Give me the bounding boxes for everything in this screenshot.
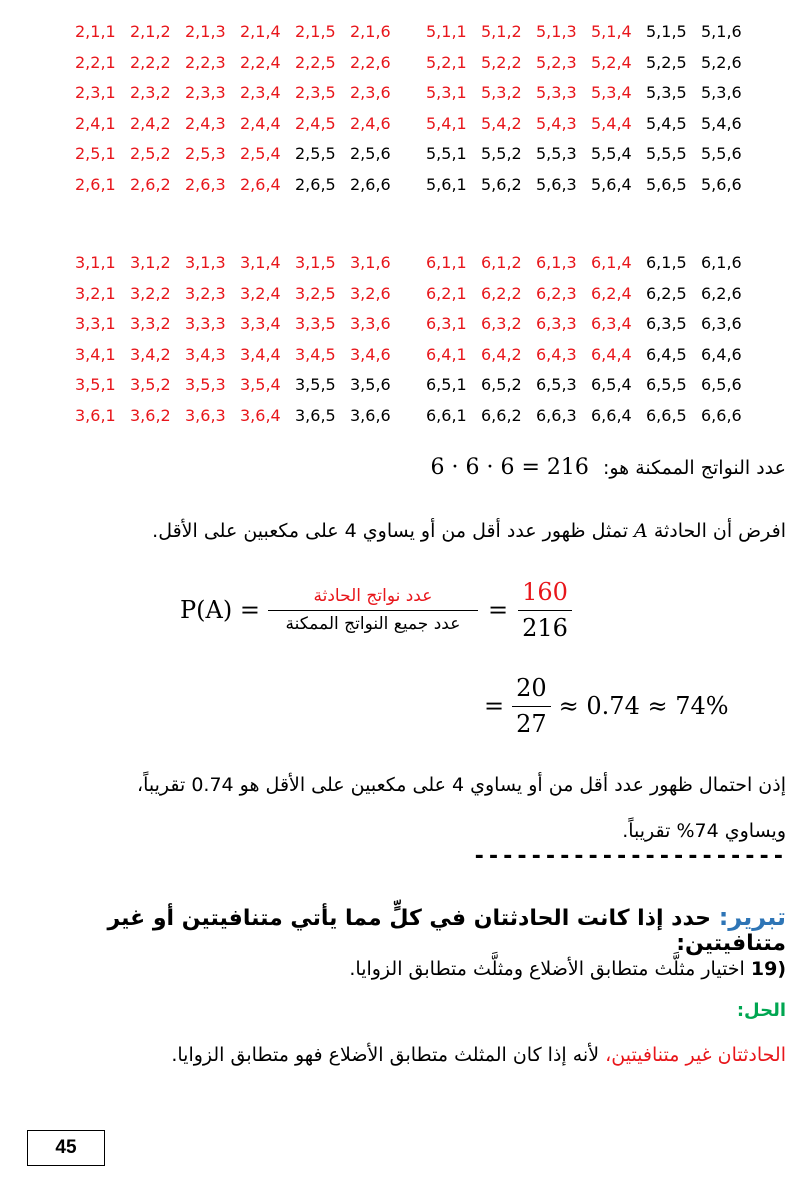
outcome-cell: 3,5,2 xyxy=(130,375,171,395)
outcome-cell: 3,1,3 xyxy=(185,253,226,272)
outcome-cell: 2,5,5 xyxy=(295,144,336,164)
outcome-cell: 5,4,4 xyxy=(591,113,632,133)
outcome-cell: 2,6,6 xyxy=(350,174,391,194)
outcome-cell: 5,6,2 xyxy=(481,174,522,194)
outcome-cell: 2,5,2 xyxy=(130,144,171,164)
outcome-cell: 5,4,3 xyxy=(536,113,577,133)
outcome-cell: 2,1,2 xyxy=(130,22,171,41)
outcome-cell: 3,1,6 xyxy=(350,253,391,272)
outcome-cell: 6,4,3 xyxy=(536,344,577,364)
outcome-cell: 6,5,4 xyxy=(591,375,632,395)
outcome-cell: 6,3,2 xyxy=(481,314,522,334)
outcome-cell: 2,6,1 xyxy=(75,174,116,194)
simplified-formula xyxy=(484,674,729,739)
words-fraction xyxy=(268,586,478,634)
outcome-cell: 6,3,4 xyxy=(591,314,632,334)
outcome-cell: 5,3,6 xyxy=(701,83,742,103)
question-text: اختيار مثلَّث متطابق الأضلاع ومثلَّث متطابق الزوايا. xyxy=(349,958,745,980)
conclusion-line-2: ويساوي 74% تقريباً. xyxy=(622,820,786,842)
outcome-cell: 3,4,3 xyxy=(185,344,226,364)
total-outcomes-line xyxy=(431,455,786,480)
outcome-cell: 5,6,6 xyxy=(701,174,742,194)
fraction-bar xyxy=(268,610,478,611)
reduced-fraction xyxy=(512,674,551,739)
outcome-cell: 5,3,2 xyxy=(481,83,522,103)
outcome-cell: 5,2,4 xyxy=(591,52,632,72)
outcome-cell: 6,2,3 xyxy=(536,283,577,303)
outcome-cell: 2,3,2 xyxy=(130,83,171,103)
outcome-cell: 2,3,5 xyxy=(295,83,336,103)
outcome-cell: 6,3,3 xyxy=(536,314,577,334)
outcome-cell: 2,4,4 xyxy=(240,113,281,133)
outcome-cell: 6,4,1 xyxy=(426,344,467,364)
outcome-cell: 2,6,2 xyxy=(130,174,171,194)
question-19 xyxy=(349,958,786,980)
outcome-cell: 6,5,2 xyxy=(481,375,522,395)
outcome-cell: 6,1,6 xyxy=(701,253,742,272)
outcome-cell: 2,6,4 xyxy=(240,174,281,194)
reduced-denominator: 27 xyxy=(516,709,547,738)
outcome-cell: 5,6,3 xyxy=(536,174,577,194)
outcome-cell: 2,6,5 xyxy=(295,174,336,194)
page-number-box xyxy=(27,1130,105,1166)
fraction-bar xyxy=(512,706,551,707)
approximation: ≈ 0.74 ≈ 74% xyxy=(558,692,729,721)
outcome-cell: 2,2,5 xyxy=(295,52,336,72)
outcome-cell: 6,5,3 xyxy=(536,375,577,395)
outcome-cell: 3,4,2 xyxy=(130,344,171,364)
outcome-cell: 2,2,6 xyxy=(350,52,391,72)
outcome-cell: 5,5,6 xyxy=(701,144,742,164)
outcome-cell: 3,1,1 xyxy=(75,253,116,272)
outcome-cell: 2,4,3 xyxy=(185,113,226,133)
probability-lhs: P(A) = xyxy=(180,596,260,625)
outcome-cell: 3,2,5 xyxy=(295,283,336,303)
outcome-cell: 2,3,3 xyxy=(185,83,226,103)
section-divider: ---------------------- xyxy=(472,844,786,869)
outcome-cell: 3,6,6 xyxy=(350,405,391,425)
outcome-table-3 xyxy=(75,253,405,437)
outcome-cell: 5,2,2 xyxy=(481,52,522,72)
outcome-table-2 xyxy=(75,22,405,206)
outcome-cell: 5,5,5 xyxy=(646,144,687,164)
outcome-cell: 6,1,2 xyxy=(481,253,522,272)
outcome-cell: 2,3,1 xyxy=(75,83,116,103)
outcome-cell: 3,6,5 xyxy=(295,405,336,425)
outcome-cell: 3,2,3 xyxy=(185,283,226,303)
outcome-cell: 3,5,3 xyxy=(185,375,226,395)
outcome-cell: 2,1,6 xyxy=(350,22,391,41)
question-number: 19) xyxy=(750,958,786,980)
outcome-cell: 5,1,1 xyxy=(426,22,467,41)
outcome-cell: 2,3,6 xyxy=(350,83,391,103)
outcome-cell: 6,4,6 xyxy=(701,344,742,364)
outcome-cell: 5,2,1 xyxy=(426,52,467,72)
solution-answer xyxy=(171,1044,786,1066)
outcome-cell: 6,2,1 xyxy=(426,283,467,303)
outcome-cell: 6,6,1 xyxy=(426,405,467,425)
outcome-cell: 5,4,1 xyxy=(426,113,467,133)
total-outcomes-expr: 6 · 6 · 6 = 216 xyxy=(430,455,589,480)
outcome-cell: 6,4,5 xyxy=(646,344,687,364)
outcome-cell: 3,5,6 xyxy=(350,375,391,395)
outcome-cell: 5,2,3 xyxy=(536,52,577,72)
outcome-cell: 5,1,6 xyxy=(701,22,742,41)
outcome-cell: 2,4,2 xyxy=(130,113,171,133)
outcome-cell: 6,1,1 xyxy=(426,253,467,272)
outcome-cell: 2,2,2 xyxy=(130,52,171,72)
conclusion-line-1: إذن احتمال ظهور عدد أقل من أو يساوي 4 على مكعبين على الأقل هو 0.74 تقريباً، xyxy=(136,774,786,796)
favorable-outcomes-label: عدد نواتج الحادثة xyxy=(313,586,433,607)
outcome-cell: 3,1,2 xyxy=(130,253,171,272)
outcome-cell: 5,1,3 xyxy=(536,22,577,41)
outcome-cell: 2,5,1 xyxy=(75,144,116,164)
outcome-cell: 6,6,5 xyxy=(646,405,687,425)
favorable-count: 160 xyxy=(522,578,568,606)
outcome-cell: 6,5,5 xyxy=(646,375,687,395)
outcome-cell: 3,6,3 xyxy=(185,405,226,425)
all-outcomes-label: عدد جميع النواتج الممكنة xyxy=(285,613,461,634)
outcome-cell: 3,3,6 xyxy=(350,314,391,334)
answer-verdict: الحادثتان غير متنافيتين، xyxy=(605,1044,786,1066)
outcome-cell: 6,6,6 xyxy=(701,405,742,425)
solution-label: الحل: xyxy=(736,1000,786,1021)
outcome-cell: 3,5,1 xyxy=(75,375,116,395)
outcome-cell: 3,4,5 xyxy=(295,344,336,364)
outcome-cell: 6,5,6 xyxy=(701,375,742,395)
outcome-cell: 6,3,1 xyxy=(426,314,467,334)
outcome-cell: 5,3,3 xyxy=(536,83,577,103)
outcome-cell: 2,2,4 xyxy=(240,52,281,72)
page-number: 45 xyxy=(55,1137,77,1158)
outcome-cell: 5,1,2 xyxy=(481,22,522,41)
outcome-cell: 5,1,4 xyxy=(591,22,632,41)
outcome-cell: 5,5,2 xyxy=(481,144,522,164)
outcome-cell: 3,3,3 xyxy=(185,314,226,334)
total-count: 216 xyxy=(522,613,568,642)
outcome-cell: 6,2,4 xyxy=(591,283,632,303)
outcome-cell: 6,6,2 xyxy=(481,405,522,425)
outcome-cell: 3,5,5 xyxy=(295,375,336,395)
outcome-cell: 6,6,4 xyxy=(591,405,632,425)
outcome-cell: 3,3,5 xyxy=(295,314,336,334)
outcome-cell: 3,1,5 xyxy=(295,253,336,272)
reduced-numerator: 20 xyxy=(516,674,547,702)
outcome-cell: 3,3,1 xyxy=(75,314,116,334)
outcome-cell: 2,5,4 xyxy=(240,144,281,164)
total-outcomes-label: عدد النواتج الممكنة هو: xyxy=(602,457,786,479)
outcome-cell: 3,2,1 xyxy=(75,283,116,303)
outcome-cell: 2,3,4 xyxy=(240,83,281,103)
outcome-cell: 5,1,5 xyxy=(646,22,687,41)
outcome-cell: 2,4,6 xyxy=(350,113,391,133)
outcome-cell: 5,3,5 xyxy=(646,83,687,103)
outcome-cell: 3,2,2 xyxy=(130,283,171,303)
outcome-cell: 6,2,6 xyxy=(701,283,742,303)
outcome-cell: 2,2,1 xyxy=(75,52,116,72)
outcome-cell: 6,2,5 xyxy=(646,283,687,303)
outcome-cell: 2,4,1 xyxy=(75,113,116,133)
outcome-cell: 3,4,6 xyxy=(350,344,391,364)
outcome-cell: 5,5,3 xyxy=(536,144,577,164)
outcome-cell: 5,6,1 xyxy=(426,174,467,194)
outcome-table-6 xyxy=(426,253,756,437)
outcome-cell: 3,4,4 xyxy=(240,344,281,364)
outcome-cell: 5,2,5 xyxy=(646,52,687,72)
outcome-cell: 2,1,3 xyxy=(185,22,226,41)
outcome-cell: 3,3,2 xyxy=(130,314,171,334)
justify-tag: تبرير: xyxy=(718,903,786,931)
outcome-cell: 2,1,4 xyxy=(240,22,281,41)
outcome-cell: 2,4,5 xyxy=(295,113,336,133)
numeric-fraction xyxy=(518,578,572,643)
outcome-cell: 2,2,3 xyxy=(185,52,226,72)
outcome-cell: 6,1,4 xyxy=(591,253,632,272)
outcome-cell: 6,1,3 xyxy=(536,253,577,272)
outcome-cell: 2,5,6 xyxy=(350,144,391,164)
outcome-cell: 5,4,6 xyxy=(701,113,742,133)
answer-reason: لأنه إذا كان المثلث متطابق الأضلاع فهو متطابق الزوايا. xyxy=(171,1044,600,1066)
outcome-cell: 3,2,6 xyxy=(350,283,391,303)
outcome-table-5 xyxy=(426,22,756,206)
outcome-cell: 5,5,4 xyxy=(591,144,632,164)
outcome-cell: 3,2,4 xyxy=(240,283,281,303)
outcome-cell: 5,3,4 xyxy=(591,83,632,103)
outcome-cell: 5,5,1 xyxy=(426,144,467,164)
outcome-cell: 5,6,4 xyxy=(591,174,632,194)
assumption-line xyxy=(152,520,786,542)
outcome-cell: 6,1,5 xyxy=(646,253,687,272)
outcome-cell: 5,2,6 xyxy=(701,52,742,72)
assumption-after: تمثل ظهور عدد أقل من أو يساوي 4 على مكعبين على الأقل. xyxy=(152,520,628,542)
outcome-cell: 2,1,1 xyxy=(75,22,116,41)
outcome-cell: 3,1,4 xyxy=(240,253,281,272)
outcome-cell: 6,4,4 xyxy=(591,344,632,364)
equals-sign-2: = xyxy=(484,692,505,721)
justify-prompt-line xyxy=(0,903,786,956)
outcome-cell: 6,2,2 xyxy=(481,283,522,303)
outcome-cell: 2,1,5 xyxy=(295,22,336,41)
event-symbol: A xyxy=(634,520,648,542)
outcome-cell: 6,4,2 xyxy=(481,344,522,364)
outcome-cell: 3,5,4 xyxy=(240,375,281,395)
probability-formula xyxy=(180,578,572,643)
outcome-cell: 6,3,6 xyxy=(701,314,742,334)
outcome-cell: 3,6,1 xyxy=(75,405,116,425)
outcome-cell: 6,3,5 xyxy=(646,314,687,334)
outcome-cell: 6,5,1 xyxy=(426,375,467,395)
assumption-before: افرض أن الحادثة xyxy=(653,520,786,542)
equals-sign: = xyxy=(487,596,509,625)
outcome-cell: 5,3,1 xyxy=(426,83,467,103)
outcome-cell: 2,6,3 xyxy=(185,174,226,194)
outcome-cell: 5,4,5 xyxy=(646,113,687,133)
outcome-cell: 3,6,2 xyxy=(130,405,171,425)
outcome-cell: 3,4,1 xyxy=(75,344,116,364)
outcome-cell: 5,4,2 xyxy=(481,113,522,133)
outcome-cell: 3,6,4 xyxy=(240,405,281,425)
outcome-cell: 5,6,5 xyxy=(646,174,687,194)
justify-prompt: حدد إذا كانت الحادثتان في كلٍّ مما يأتي متنافيتين أو غير متنافيتين: xyxy=(107,906,786,956)
fraction-bar xyxy=(518,610,572,611)
outcome-cell: 3,3,4 xyxy=(240,314,281,334)
outcome-cell: 2,5,3 xyxy=(185,144,226,164)
outcome-cell: 6,6,3 xyxy=(536,405,577,425)
